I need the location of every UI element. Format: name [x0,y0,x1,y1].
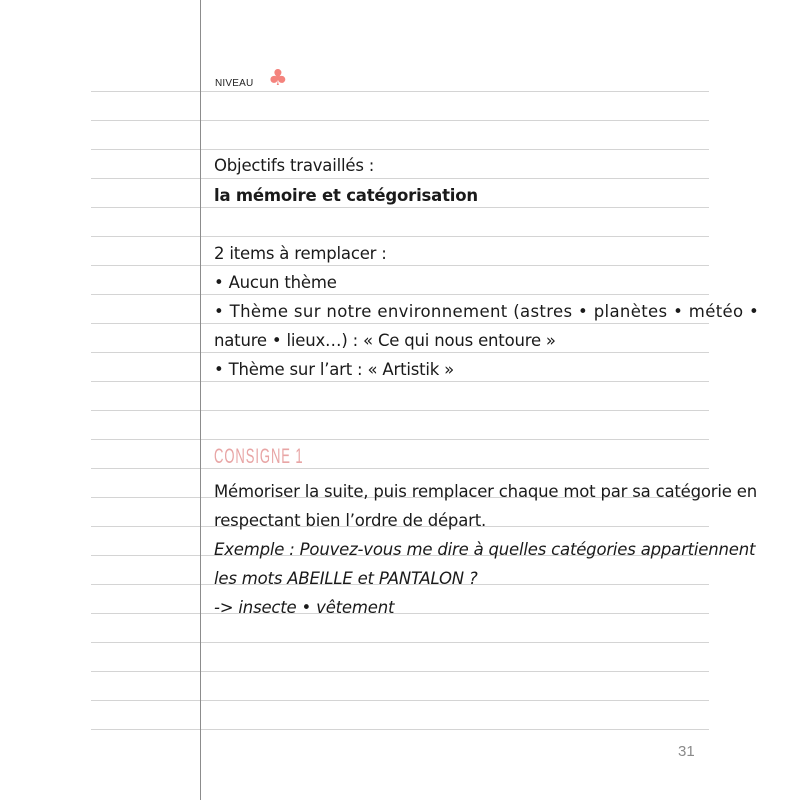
rule-line [91,149,709,150]
instruction-line-2: respectant bien l’ordre de départ. [214,511,487,530]
item-no-theme: • Aucun thème [214,273,337,292]
rule-line [91,729,709,730]
rule-line [91,178,709,179]
margin-line [200,0,201,800]
rule-line [91,207,709,208]
example-answer: -> insecte • vêtement [214,598,395,617]
rule-line [91,468,709,469]
rule-line [91,671,709,672]
item-environment-theme-line1: • Thème sur notre environnement (astres • planètes • météo • [214,302,760,321]
rule-line [91,613,709,614]
instruction-line-1: Mémoriser la suite, puis remplacer chaque mot par sa catégorie en [214,482,757,501]
club-icon: ♣ [268,66,288,91]
rule-line [91,236,709,237]
rule-line [91,352,709,353]
page-number: 31 [678,743,695,760]
level-label: NIVEAU [215,78,254,89]
rule-line [91,323,709,324]
rule-line [91,381,709,382]
item-environment-theme-line2: nature • lieux…) : « Ce qui nous entoure » [214,331,556,350]
rule-line [91,265,709,266]
objectives-value: la mémoire et catégorisation [214,186,478,205]
example-line-2: les mots ABEILLE et PANTALON ? [214,569,478,588]
rule-line [91,91,709,92]
rule-line [91,120,709,121]
items-label: 2 items à remplacer : [214,244,387,263]
rule-line [91,642,709,643]
rule-line [91,410,709,411]
item-art-theme: • Thème sur l’art : « Artistik » [214,360,455,379]
objectives-label: Objectifs travaillés : [214,156,375,175]
rule-line [91,700,709,701]
rule-line [91,439,709,440]
consigne-heading: CONSIGNE 1 [214,445,304,468]
example-line-1: Exemple : Pouvez-vous me dire à quelles catégories appartiennent [214,540,756,559]
rule-line [91,294,709,295]
